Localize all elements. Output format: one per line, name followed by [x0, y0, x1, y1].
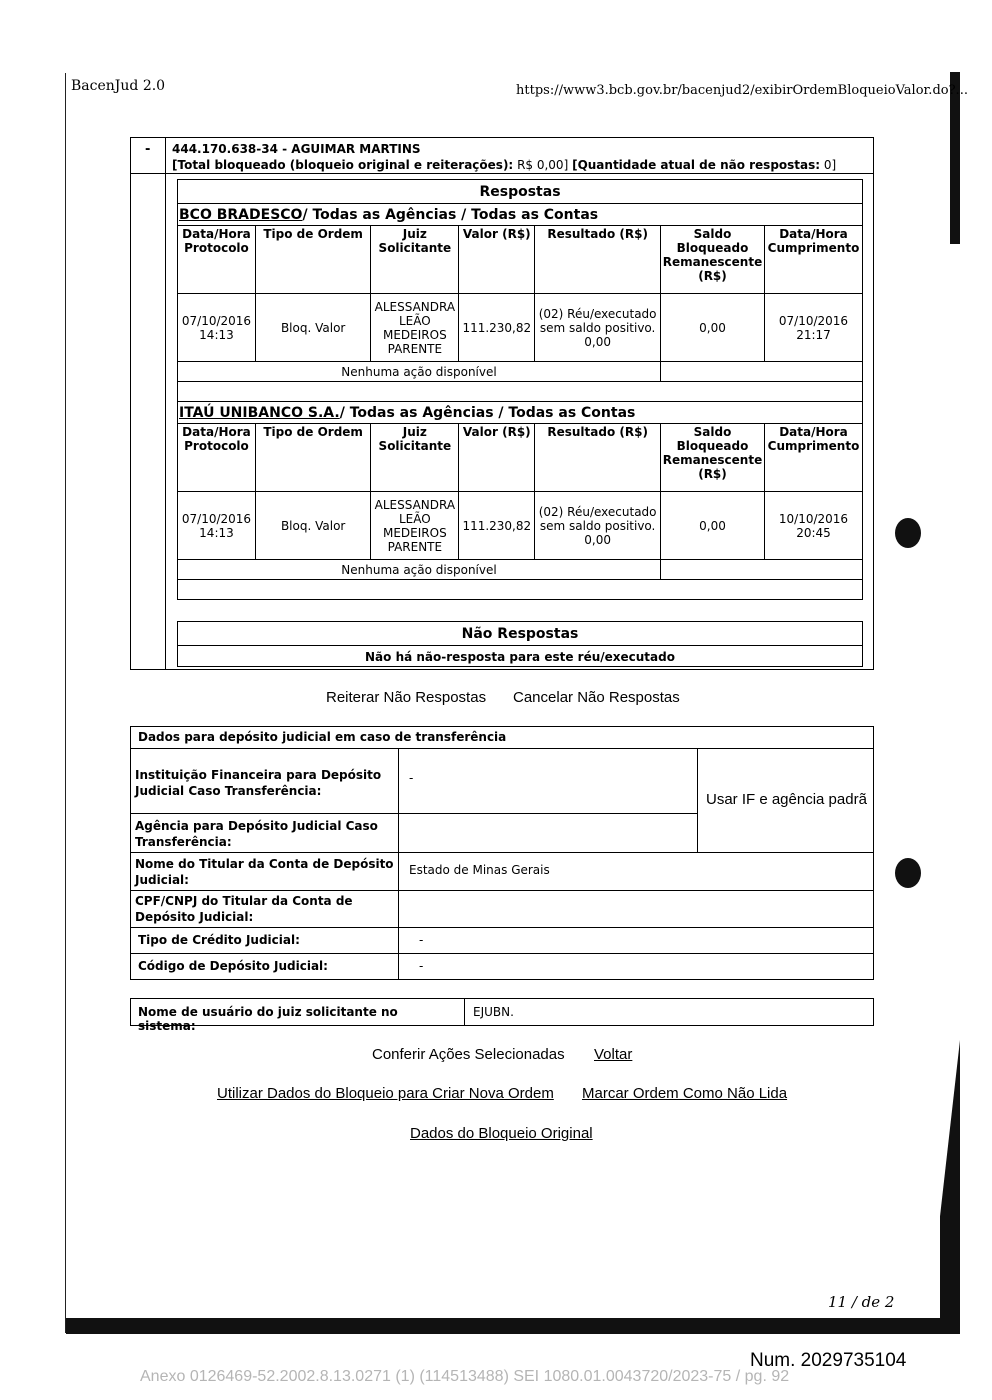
punch-hole-icon	[895, 858, 921, 888]
agencia-label: Agência para Depósito Judicial Caso Transferência:	[131, 814, 399, 853]
deposito-title: Dados para depósito judicial em caso de transferência	[131, 727, 873, 749]
conferir-button[interactable]: Conferir Ações Selecionadas	[372, 1046, 565, 1063]
col-juiz: Juiz Solicitante	[371, 226, 459, 294]
cpf-label: CPF/CNPJ do Titular da Conta de Depósito Judicial:	[131, 891, 399, 928]
collapse-toggle[interactable]: -	[145, 142, 151, 157]
instituicao-select[interactable]: -	[399, 749, 698, 814]
page-number: 11 / de 2	[828, 1293, 895, 1311]
usuario-row	[130, 998, 874, 1033]
document-number: Num. 2029735104	[750, 1350, 907, 1371]
col-resultado: Resultado (R$)	[535, 424, 661, 492]
nao-respostas-box	[177, 621, 863, 667]
col-resultado: Resultado (R$)	[535, 226, 661, 294]
col-cumprimento: Data/Hora Cumprimento	[764, 226, 862, 294]
cell-saldo: 0,00	[661, 492, 765, 560]
person-id-name: 444.170.638-34 - AGUIMAR MARTINS	[172, 142, 421, 156]
cell-tipo: Bloq. Valor	[255, 492, 370, 560]
respostas-table	[177, 179, 863, 600]
scan-edge-right-bottom	[940, 1040, 960, 1334]
annex-watermark: Anexo 0126469-52.2002.8.13.0271 (1) (114513488) SEI 1080.01.0043720/2023-75 / pg. 92	[140, 1368, 790, 1385]
nao-respostas-text: Não há não-resposta para este réu/executado	[365, 650, 675, 664]
app-title: BacenJud 2.0	[71, 78, 166, 94]
punch-hole-icon	[895, 518, 921, 548]
scan-edge-left	[65, 73, 66, 1333]
marcar-nao-lida-button[interactable]: Marcar Ordem Como Não Lida	[582, 1085, 788, 1102]
nova-ordem-button[interactable]: Utilizar Dados do Bloqueio para Criar Nova Ordem	[217, 1085, 554, 1102]
cell-resultado: (02) Réu/executado sem saldo positivo. 0,00	[535, 492, 661, 560]
cell-juiz: ALESSANDRA LEÃO MEDEIROS PARENTE	[371, 294, 459, 362]
titular-field[interactable]: Estado de Minas Gerais	[399, 853, 873, 891]
bank-header: ITAÚ UNIBANCO S.A./ Todas as Agências / Todas as Contas	[178, 402, 863, 424]
agencia-field[interactable]	[399, 814, 698, 853]
col-tipo: Tipo de Ordem	[255, 424, 370, 492]
tipo-label: Tipo de Crédito Judicial:	[131, 928, 399, 954]
cell-cumprimento: 07/10/2016 21:17	[764, 294, 862, 362]
col-valor: Valor (R$)	[459, 226, 535, 294]
tipo-select[interactable]: -	[399, 928, 873, 954]
cell-protocolo: 07/10/2016 14:13	[178, 294, 256, 362]
respostas-title: Respostas	[178, 180, 863, 204]
summary-count: 0]	[823, 158, 837, 172]
cell-valor: 111.230,82	[459, 294, 535, 362]
scan-edge-bottom	[66, 1318, 960, 1334]
codigo-field[interactable]: -	[419, 959, 424, 973]
table-row	[178, 294, 863, 362]
col-saldo: Saldo Bloqueado Remanescente (R$)	[661, 424, 765, 492]
col-valor: Valor (R$)	[459, 424, 535, 492]
table-row	[178, 492, 863, 560]
usar-if-button[interactable]: Usar IF e agência padrã	[698, 749, 873, 853]
voltar-button[interactable]: Voltar	[594, 1046, 633, 1063]
cell-valor: 111.230,82	[459, 492, 535, 560]
cancelar-button[interactable]: Cancelar Não Respostas	[513, 689, 680, 706]
col-protocolo: Data/Hora Protocolo	[178, 226, 256, 294]
usuario-label: Nome de usuário do juiz solicitante no sistema:	[131, 999, 465, 1025]
codigo-label: Código de Depósito Judicial:	[131, 954, 399, 979]
acao-status: Nenhuma ação disponível	[178, 362, 661, 382]
bank-name-link[interactable]: BCO BRADESCO	[179, 206, 303, 223]
nao-respostas-title: Não Respostas	[178, 622, 862, 646]
summary-mid: [Quantidade atual de não respostas:	[572, 158, 821, 172]
cpf-field[interactable]	[399, 891, 873, 928]
acao-status: Nenhuma ação disponível	[178, 560, 661, 580]
instituicao-label: Instituição Financeira para Depósito Judicial Caso Transferência:	[131, 749, 399, 814]
col-protocolo: Data/Hora Protocolo	[178, 424, 256, 492]
col-juiz: Juiz Solicitante	[371, 424, 459, 492]
summary-total: R$ 0,00]	[517, 158, 569, 172]
summary-prefix: [Total bloqueado (bloqueio original e reiterações):	[172, 158, 514, 172]
deposito-form	[130, 726, 874, 980]
page-url: https://www3.bcb.gov.br/bacenjud2/exibirOrdemBloqueioValor.do?...	[516, 83, 968, 98]
dados-original-button[interactable]: Dados do Bloqueio Original	[410, 1125, 593, 1142]
col-tipo: Tipo de Ordem	[255, 226, 370, 294]
bank-name-link[interactable]: ITAÚ UNIBANCO S.A.	[179, 404, 340, 421]
cell-cumprimento: 10/10/2016 20:45	[764, 492, 862, 560]
bank-header: BCO BRADESCO/ Todas as Agências / Todas as Contas	[178, 204, 863, 226]
person-header	[172, 141, 836, 173]
col-cumprimento: Data/Hora Cumprimento	[764, 424, 862, 492]
col-saldo: Saldo Bloqueado Remanescente (R$)	[661, 226, 765, 294]
titular-label: Nome do Titular da Conta de Depósito Judicial:	[131, 853, 399, 891]
cell-juiz: ALESSANDRA LEÃO MEDEIROS PARENTE	[371, 492, 459, 560]
cell-tipo: Bloq. Valor	[255, 294, 370, 362]
cell-protocolo: 07/10/2016 14:13	[178, 492, 256, 560]
cell-saldo: 0,00	[661, 294, 765, 362]
reiterar-button[interactable]: Reiterar Não Respostas	[326, 689, 487, 706]
usuario-value: EJUBN.	[473, 1005, 514, 1019]
cell-resultado: (02) Réu/executado sem saldo positivo. 0,00	[535, 294, 661, 362]
